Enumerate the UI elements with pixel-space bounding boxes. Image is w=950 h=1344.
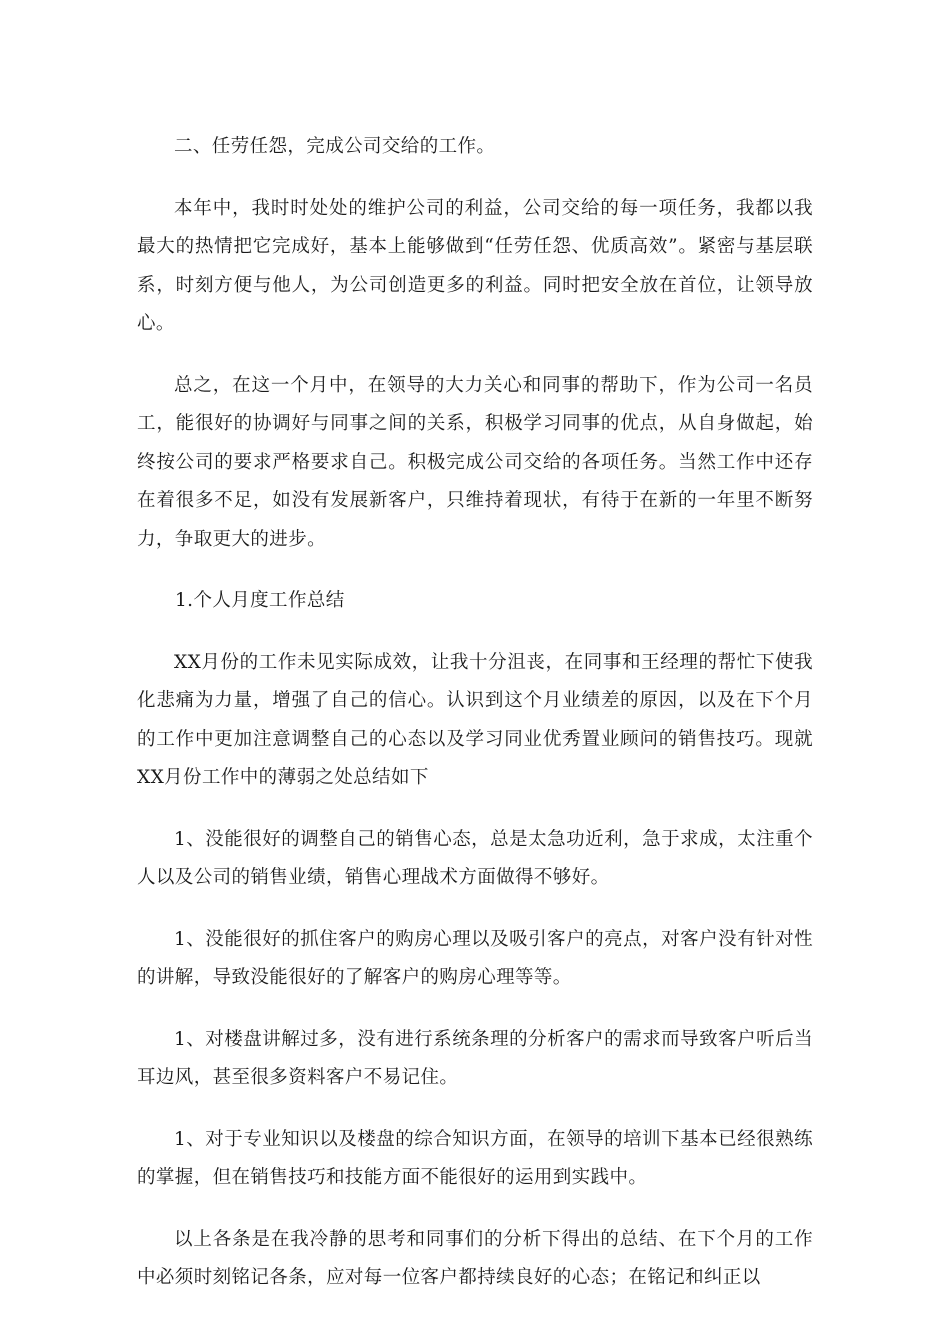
subsection-heading: 1.个人月度工作总结 — [175, 590, 345, 611]
list-item-professional-knowledge: 1、对于专业知识以及楼盘的综合知识方面，在领导的培训下基本已经很熟练的掌握，但在销售技巧和技能方面不能很好的运用到实践中。 — [137, 1128, 813, 1188]
list-item-sales-mindset: 1、没能很好的调整自己的销售心态，总是太急功近利，急于求成，太注重个人以及公司的销售业绩，销售心理战术方面做得不够好。 — [137, 828, 813, 888]
paragraph-dedication: 本年中，我时时处处的维护公司的利益，公司交给的每一项任务，我都以我最大的热情把它完成好，基本上能够做到“任劳任怨、优质高效”。紧密与基层联系，时刻方便与他人，为公司创造更多的利益。同时把安全放在首位，让领导放心。 — [137, 197, 813, 334]
list-item-over-explaining: 1、对楼盘讲解过多，没有进行系统条理的分析客户的需求而导致客户听后当耳边风，甚至很多资料客户不易记住。 — [137, 1028, 813, 1088]
document-body — [137, 128, 813, 1321]
list-item-customer-psychology: 1、没能很好的抓住客户的购房心理以及吸引客户的亮点，对客户没有针对性的讲解，导致没能很好的了解客户的购房心理等等。 — [137, 928, 813, 988]
paragraph-conclusion: 以上各条是在我冷静的思考和同事们的分析下得出的总结、在下个月的工作中必须时刻铭记各条，应对每一位客户都持续良好的心态；在铭记和纠正以 — [137, 1228, 813, 1288]
section-heading: 二、任劳任怨，完成公司交给的工作。 — [174, 136, 496, 157]
paragraph-summary: 总之，在这一个月中，在领导的大力关心和同事的帮助下，作为公司一名员工，能很好的协调好与同事之间的关系，积极学习同事的优点，从自身做起，始终按公司的要求严格要求自己。积极完成公司交给的各项任务。当然工作中还存在着很多不足，如没有发展新客户，只维持着现状，有待于在新的一年里不断努力，争取更大的进步。 — [137, 374, 813, 550]
paragraph-monthly-intro: XX月份的工作未见实际成效，让我十分沮丧，在同事和王经理的帮忙下使我化悲痛为力量，增强了自己的信心。认识到这个月业绩差的原因，以及在下个月的工作中更加注意调整自己的心态以及学习同业优秀置业顾问的销售技巧。现就XX月份工作中的薄弱之处总结如下 — [137, 651, 813, 788]
